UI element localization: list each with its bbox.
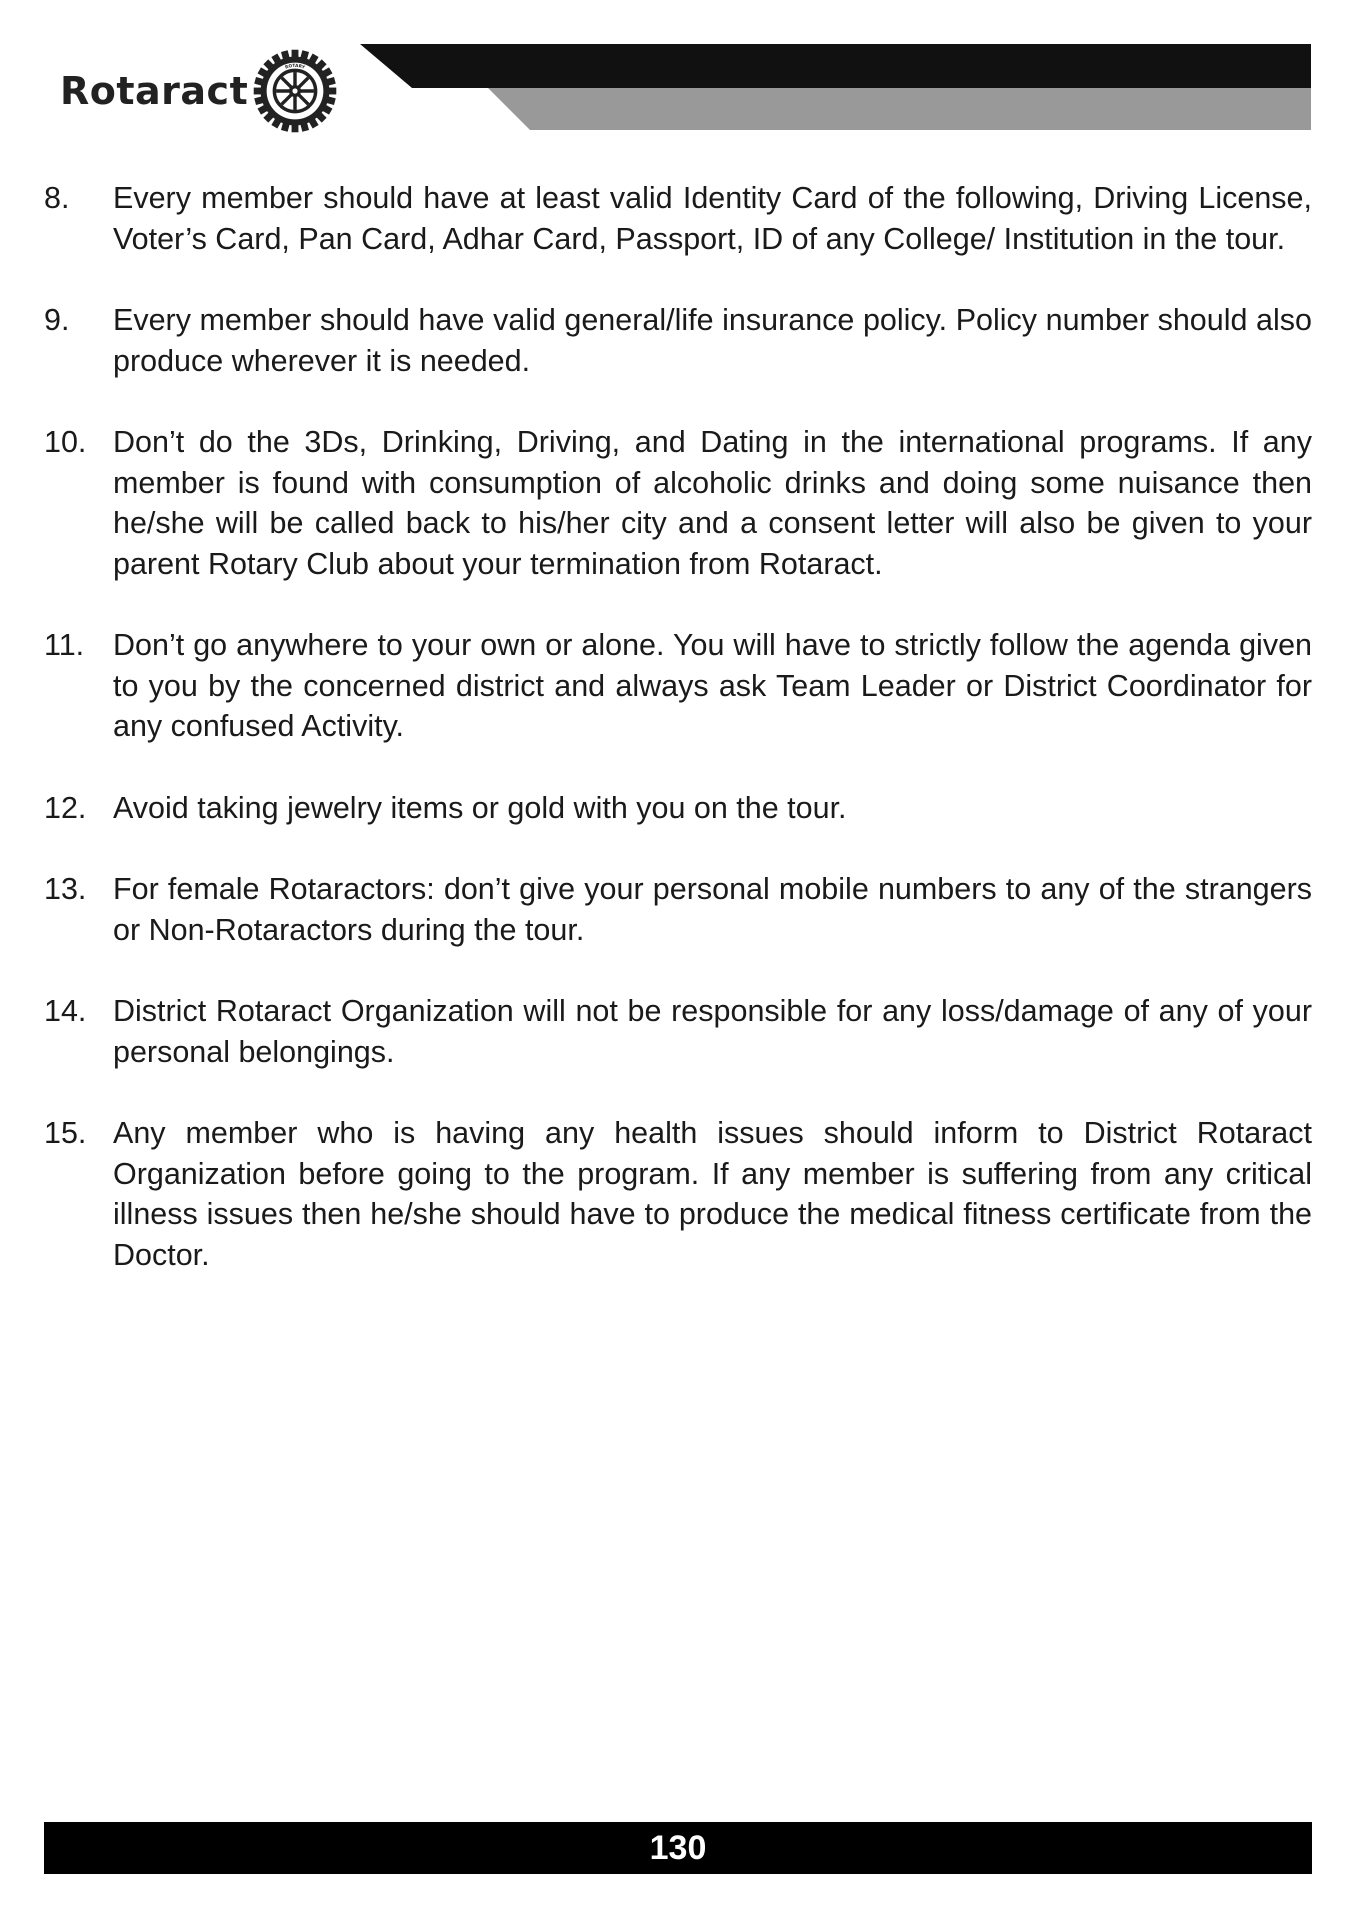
list-item-number: 14. bbox=[44, 994, 87, 1028]
rotary-wheel-icon bbox=[252, 48, 338, 134]
list-item-number: 15. bbox=[44, 1116, 87, 1150]
header-band-dark bbox=[360, 44, 1311, 88]
list-item-text: Every member should have at least valid Identity Card of the following, Driving License, Voter’s Card, Pan Card, Adhar Card, Passport, ID of any College/ Institution in the tour. bbox=[113, 181, 1312, 256]
list-item-text: Avoid taking jewelry items or gold with you on the tour. bbox=[113, 790, 847, 825]
page-header bbox=[0, 0, 1351, 150]
header-decorative-band bbox=[360, 44, 1311, 130]
list-item bbox=[44, 178, 1312, 259]
page-number: 130 bbox=[649, 1828, 707, 1867]
page-footer bbox=[44, 1822, 1312, 1874]
list-item bbox=[44, 1113, 1312, 1275]
emblem-bottom-text: INTERNATIONAL bbox=[279, 105, 311, 115]
list-item bbox=[44, 300, 1312, 381]
brand-name: Rotaract bbox=[60, 69, 249, 113]
header-band-gray bbox=[488, 88, 1311, 130]
list-item bbox=[44, 625, 1312, 747]
list-item bbox=[44, 788, 1312, 829]
list-item-text: District Rotaract Organization will not be responsible for any loss/damage of any of your personal belongings. bbox=[113, 994, 1312, 1069]
list-item-text: For female Rotaractors: don’t give your personal mobile numbers to any of the strangers or Non-Rotaractors during the tour. bbox=[113, 872, 1312, 947]
list-item-number: 13. bbox=[44, 872, 87, 906]
list-item-number: 8. bbox=[44, 181, 70, 215]
rotaract-logo bbox=[60, 48, 338, 134]
list-item-number: 10. bbox=[44, 425, 87, 459]
list-item bbox=[44, 869, 1312, 950]
list-item-number: 12. bbox=[44, 790, 87, 825]
emblem-top-text: ROTARY bbox=[284, 63, 306, 71]
list-item-number: 9. bbox=[44, 303, 70, 337]
list-item bbox=[44, 422, 1312, 584]
list-item bbox=[44, 991, 1312, 1072]
list-item-text: Every member should have valid general/life insurance policy. Policy number should also produce wherever it is needed. bbox=[113, 303, 1312, 378]
list-item-text: Don’t go anywhere to your own or alone. You will have to strictly follow the agenda given to you by the concerned district and always ask Team Leader or District Coordinator for any confused Activity. bbox=[113, 628, 1312, 743]
list-item-number: 11. bbox=[44, 628, 85, 662]
list-item-text: Don’t do the 3Ds, Drinking, Driving, and Dating in the international programs. If any member is found with consumption of alcoholic drinks and doing some nuisance then he/she will be called back to his/her city and a consent letter will also be given to your parent Rotary Club about your termination from Rotaract. bbox=[113, 425, 1312, 581]
list-item-text: Any member who is having any health issues should inform to District Rotaract Organization before going to the program. If any member is suffering from any critical illness issues then he/she should have to produce the medical fitness certificate from the Doctor. bbox=[113, 1116, 1312, 1272]
rules-list bbox=[44, 178, 1312, 1316]
